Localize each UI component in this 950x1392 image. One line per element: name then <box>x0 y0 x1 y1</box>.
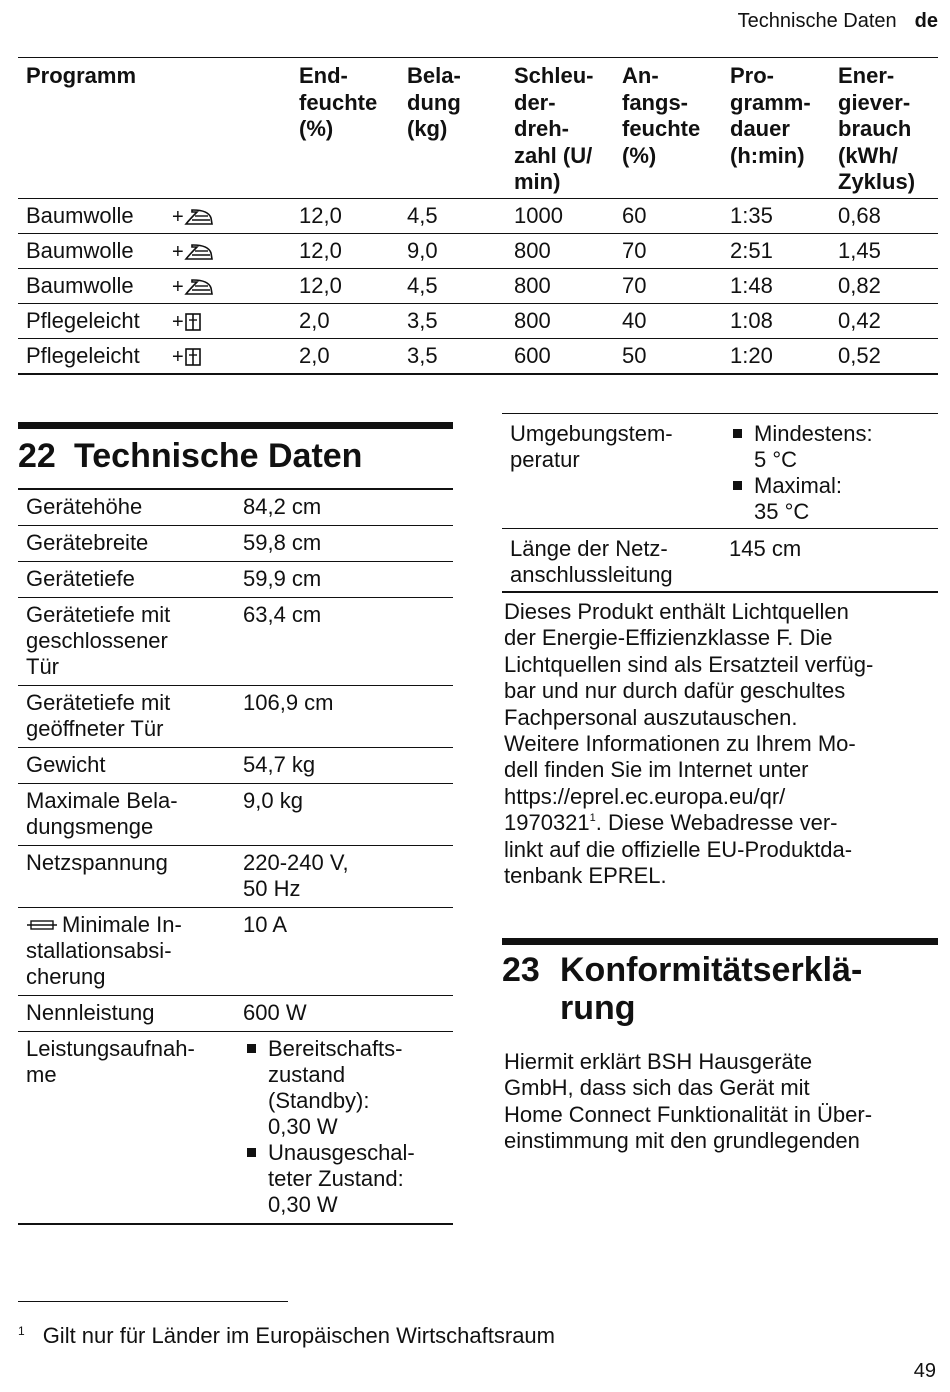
column-header <box>830 63 938 196</box>
program-name: Baumwolle <box>26 202 134 228</box>
spec-value <box>235 494 453 520</box>
bullet-line: Maximal: <box>754 473 843 498</box>
iron-icon <box>172 270 214 304</box>
spec-label-line: Leistungsaufnah- <box>26 1036 195 1061</box>
hanging-dry-icon <box>172 340 202 374</box>
table-cell: 1:48 <box>730 272 773 298</box>
bullet-square-icon <box>247 1044 256 1053</box>
column-header <box>291 63 399 196</box>
spec-label <box>18 788 235 840</box>
spec-label <box>502 421 721 525</box>
column-header-line: Programm <box>26 63 137 88</box>
paragraph-line: Weitere Informationen zu Ihrem Mo- <box>504 731 856 757</box>
table-cell: 40 <box>622 307 647 333</box>
conformity-paragraph <box>502 1027 938 1155</box>
section-title: Konformitätserklä- rung <box>560 951 863 1027</box>
table-cell: 4,5 <box>407 202 438 228</box>
column-header-line: Bela- <box>407 63 461 88</box>
table-cell: 70 <box>622 272 647 298</box>
table-cell: 3,5 <box>407 342 438 368</box>
paragraph-line: https://eprel.ec.europa.eu/qr/ <box>504 783 786 809</box>
section-number: 23 <box>502 951 540 989</box>
footnote-rule <box>18 1301 288 1302</box>
table-row <box>18 908 453 996</box>
table-row <box>18 784 453 846</box>
spec-label <box>18 850 235 902</box>
spec-label <box>18 1000 235 1026</box>
column-header-line: Zyklus) <box>838 169 916 194</box>
table-cell: 800 <box>514 272 551 298</box>
bullet-line: zustand <box>268 1062 346 1087</box>
light-source-info-paragraph <box>502 593 938 889</box>
spec-label-line: cherung <box>26 964 106 989</box>
section-heading <box>18 422 453 488</box>
program-table-body <box>18 199 938 375</box>
table-cell: 800 <box>514 307 551 333</box>
spec-value-line: 106,9 cm <box>243 690 334 715</box>
table-row <box>18 269 938 304</box>
table-row <box>18 304 938 339</box>
footnote-reference: 1 <box>589 812 596 825</box>
paragraph-line: dell finden Sie im Internet unter <box>504 757 809 783</box>
column-header-line: Pro- <box>730 63 774 88</box>
spec-value-line: 84,2 cm <box>243 494 322 519</box>
iron-icon <box>172 235 214 269</box>
program-cell <box>18 269 291 303</box>
paragraph-line: Fachpersonal auszutauschen. <box>504 704 798 730</box>
spec-label-line: stallationsabsi- <box>26 938 172 963</box>
table-cell: 1:20 <box>730 342 773 368</box>
spec-label <box>18 494 235 520</box>
column-header-line: feuchte <box>622 116 701 141</box>
spec-value-line: 59,9 cm <box>243 566 322 591</box>
paragraph-line: Lichtquellen sind als Ersatzteil verfüg- <box>504 651 874 677</box>
section-conformity <box>502 938 938 1155</box>
column-header-line: (h:min) <box>730 142 805 168</box>
bullet-line: 0,30 W <box>268 1192 338 1217</box>
table-row <box>18 598 453 686</box>
column-header-line: der- <box>514 89 556 115</box>
column-header-line: (%) <box>299 116 334 141</box>
paragraph-line: Dieses Produkt enthält Lichtquellen <box>504 599 849 624</box>
spec-value <box>235 690 453 742</box>
header-language: de <box>914 10 938 32</box>
column-header-line: (kWh/ <box>838 142 898 168</box>
spec-value <box>235 752 453 778</box>
spec-label <box>18 602 235 680</box>
column-header-line: dauer <box>730 116 790 141</box>
spec-value-line: 600 W <box>243 1000 307 1025</box>
table-cell: 2,0 <box>299 307 330 333</box>
spec-label-line: geschlossener <box>26 628 168 653</box>
column-header-line: End- <box>299 63 348 88</box>
spec-value <box>721 536 938 588</box>
spec-label-line: Gerätetiefe mit <box>26 690 171 715</box>
program-table <box>18 57 938 375</box>
table-row <box>18 686 453 748</box>
table-cell: 2,0 <box>299 342 330 368</box>
spec-label <box>18 1036 235 1218</box>
column-header <box>18 63 291 196</box>
spec-value <box>235 912 453 990</box>
section-number: 22 <box>18 437 56 475</box>
bullet-line: Mindestens: <box>754 421 873 446</box>
spec-value-line: 10 A <box>243 912 288 937</box>
table-row <box>502 529 938 593</box>
environment-table <box>502 413 938 593</box>
spec-value-line: 59,8 cm <box>243 530 322 555</box>
spec-value-line: 9,0 kg <box>243 788 303 813</box>
spec-label-line: Maximale Bela- <box>26 788 178 813</box>
plus-sign: + <box>172 205 184 228</box>
footnote-number: 1 <box>18 1324 25 1338</box>
spec-value <box>235 566 453 592</box>
spec-value-line: 220-240 V, <box>243 850 349 875</box>
bullet-text <box>268 1140 415 1218</box>
spec-value-line: 63,4 cm <box>243 602 322 627</box>
table-cell: 0,52 <box>838 342 881 368</box>
spec-label-line: Nennleistung <box>26 1000 155 1025</box>
column-header <box>614 63 722 196</box>
spec-label-line: dungsmenge <box>26 814 154 839</box>
table-cell: 0,42 <box>838 307 881 333</box>
table-cell: 3,5 <box>407 307 438 333</box>
table-cell: 70 <box>622 237 647 263</box>
program-cell <box>18 339 291 373</box>
table-row <box>502 414 938 529</box>
bullet-text <box>268 1036 403 1140</box>
plus-sign: + <box>172 345 184 368</box>
table-cell: 600 <box>514 342 551 368</box>
spec-value-line: 145 cm <box>729 536 802 561</box>
column-header-line: Ener- <box>838 63 895 88</box>
table-cell: 50 <box>622 342 647 368</box>
table-row <box>18 339 938 375</box>
column-header <box>722 63 830 196</box>
table-cell: 1:08 <box>730 307 773 333</box>
paragraph-line: tenbank EPREL. <box>504 863 667 889</box>
header-title: Technische Daten <box>737 10 897 32</box>
table-cell: 1000 <box>514 202 563 228</box>
program-cell <box>18 304 291 338</box>
column-header-line: dung <box>407 89 461 115</box>
spec-label <box>18 566 235 592</box>
bullet-square-icon <box>247 1148 256 1157</box>
footnote <box>18 1318 555 1349</box>
bullet-square-icon <box>733 481 742 490</box>
table-cell: 4,5 <box>407 272 438 298</box>
spec-value-line: 54,7 kg <box>243 752 316 777</box>
column-header-line: (kg) <box>407 116 448 141</box>
bullet-line: teter Zustand: <box>268 1166 404 1191</box>
spec-label-line: Gerätetiefe <box>26 566 135 591</box>
bullet-line: Bereitschafts- <box>268 1036 403 1061</box>
plus-sign: + <box>172 310 184 333</box>
column-header-line: zahl (U/ <box>514 142 593 168</box>
spec-value <box>235 788 453 840</box>
spec-label-line: Umgebungstem- <box>510 421 673 446</box>
paragraph-line: Hiermit erklärt BSH Hausgeräte <box>504 1049 813 1074</box>
paragraph-line: . Diese Webadresse ver- <box>595 810 838 836</box>
spec-value-line: 50 Hz <box>243 876 301 901</box>
table-cell: 12,0 <box>299 202 342 228</box>
spec-value <box>235 602 453 680</box>
spec-label-line: Gerätehöhe <box>26 494 143 519</box>
paragraph-line: bar und nur durch dafür geschultes <box>504 678 846 704</box>
spec-label-line: me <box>26 1062 57 1087</box>
plus-sign: + <box>172 240 184 263</box>
spec-label-line: Netzspannung <box>26 850 168 875</box>
program-cell <box>18 199 291 233</box>
table-row <box>18 234 938 269</box>
column-header-line: giever- <box>838 89 911 115</box>
table-cell: 1,45 <box>838 237 881 263</box>
spec-label <box>502 536 721 588</box>
column-header-line: dreh- <box>514 116 569 141</box>
spec-label-line: Gerätebreite <box>26 530 149 555</box>
table-row <box>18 748 453 784</box>
table-cell: 12,0 <box>299 272 342 298</box>
column-header-line: min) <box>514 169 561 194</box>
spec-label <box>18 912 235 990</box>
bullet-item <box>729 421 938 473</box>
table-row <box>18 996 453 1032</box>
section-heading <box>502 938 938 1027</box>
table-row <box>18 199 938 234</box>
column-header-line: (%) <box>622 142 657 168</box>
column-header-line: brauch <box>838 116 912 141</box>
bullet-item <box>729 473 938 525</box>
program-name: Baumwolle <box>26 237 134 263</box>
spec-label <box>18 690 235 742</box>
program-table-header <box>18 58 938 199</box>
program-name: Pflegeleicht <box>26 307 140 333</box>
right-column <box>502 413 938 889</box>
paragraph-line: der Energie-Effizienzklasse F. Die <box>504 625 833 651</box>
spec-label-line: geöffneter Tür <box>26 716 164 741</box>
table-cell: 2:51 <box>730 237 773 263</box>
bullet-text <box>754 421 873 473</box>
column-header-line: Schleu- <box>514 63 594 88</box>
bullet-line: 35 °C <box>754 499 810 524</box>
column-header-line: fangs- <box>622 89 688 115</box>
table-cell: 60 <box>622 202 647 228</box>
table-cell: 0,82 <box>838 272 881 298</box>
bullet-text <box>754 473 842 525</box>
table-cell: 12,0 <box>299 237 342 263</box>
column-header-line: An- <box>622 63 659 88</box>
iron-icon <box>172 200 214 234</box>
program-name: Baumwolle <box>26 272 134 298</box>
program-cell <box>18 234 291 268</box>
column-header <box>399 63 506 196</box>
spec-label-line: Tür <box>26 654 59 679</box>
paragraph-line: einstimmung mit den grundlegenden <box>504 1128 860 1154</box>
technical-data-table <box>18 488 453 1225</box>
spec-value <box>235 850 453 902</box>
spec-label <box>18 530 235 556</box>
bullet-item <box>243 1036 453 1140</box>
section-technical-data <box>18 422 453 1225</box>
column-header <box>506 63 614 196</box>
bullet-line: 0,30 W <box>268 1114 338 1139</box>
table-cell: 800 <box>514 237 551 263</box>
table-cell: 0,68 <box>838 202 881 228</box>
column-header-line: gramm- <box>730 89 811 115</box>
spec-value <box>235 1000 453 1026</box>
table-row <box>18 1032 453 1225</box>
spec-value <box>235 530 453 556</box>
paragraph-line: linkt auf die offizielle EU-Produktda- <box>504 836 853 862</box>
spec-label <box>18 752 235 778</box>
running-header <box>738 8 938 34</box>
program-name: Pflegeleicht <box>26 342 140 368</box>
table-row <box>18 490 453 526</box>
table-row <box>18 846 453 908</box>
bullet-item <box>243 1140 453 1218</box>
paragraph-line: GmbH, dass sich das Gerät mit <box>504 1075 810 1101</box>
bullet-square-icon <box>733 429 742 438</box>
spec-label-line: peratur <box>510 447 580 472</box>
table-row <box>18 562 453 598</box>
table-cell: 9,0 <box>407 237 438 263</box>
fuse-icon <box>26 912 58 937</box>
bullet-line: Unausgeschal- <box>268 1140 415 1165</box>
plus-sign: + <box>172 275 184 298</box>
spec-value <box>235 1036 453 1218</box>
spec-label-line: anschlussleitung <box>510 562 673 587</box>
column-header-line: feuchte <box>299 89 378 115</box>
hanging-dry-icon <box>172 305 202 339</box>
page-number: 49 <box>913 1360 936 1382</box>
bullet-line: (Standby): <box>268 1088 370 1113</box>
spec-value <box>721 421 938 525</box>
bullet-line: 5 °C <box>754 447 798 472</box>
footnote-text: Gilt nur für Länder im Europäischen Wirtschaftsraum <box>42 1323 555 1348</box>
spec-label-line: Länge der Netz- <box>510 536 668 561</box>
spec-label-line: Gewicht <box>26 752 106 777</box>
spec-label-line: Gerätetiefe mit <box>26 602 171 627</box>
paragraph-line: Home Connect Funktionalität in Über- <box>504 1101 873 1127</box>
spec-label-line: Minimale In- <box>62 912 182 937</box>
paragraph-line: 1970321 <box>504 810 590 836</box>
table-cell: 1:35 <box>730 202 773 228</box>
table-row <box>18 526 453 562</box>
section-title: Technische Daten <box>74 437 363 475</box>
